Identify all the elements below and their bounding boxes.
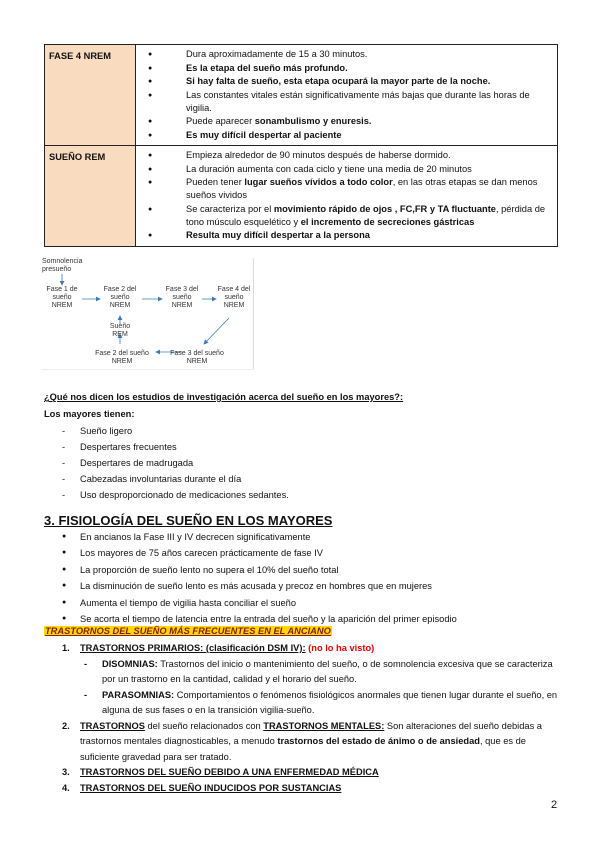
list-item: ● Aumenta el tiempo de vigilia hasta conciliar el sueño — [62, 595, 457, 611]
text-span: La duración aumenta con cada ciclo y tiene una media de 20 minutos — [186, 163, 472, 174]
label-fase3a: Fase 3 del sueño NREM — [165, 286, 199, 309]
text-span: Dura aproximadamente de 15 a 30 minutos. — [186, 49, 368, 59]
text-span: sonambulismo y enuresis. — [254, 116, 372, 126]
fase4-body — [136, 45, 558, 146]
studies-subtitle: Los mayores tienen: — [44, 409, 135, 419]
text-span: Es muy difícil despertar al paciente — [186, 129, 342, 140]
studies-list — [62, 423, 289, 503]
list-item — [144, 62, 551, 75]
text-span: Si hay falta de sueño, esta etapa ocupará la mayor parte de la noche. — [186, 76, 491, 86]
list-item — [62, 719, 562, 766]
text-span: Puede aparecer — [186, 116, 255, 126]
list-item — [144, 75, 551, 88]
disorders-list — [62, 641, 562, 796]
item-number: 1. — [62, 643, 70, 653]
dysomnia-text: Trastornos del inicio o mantenimiento del sueño, o de somnolencia excesiva que se caracteriza por un trastorno en la cantidad, calidad y el horario del sueño. — [102, 658, 553, 684]
text-span: Son alteraciones del sueño debidas a trastornos mentales diagnosticables, a menudo — [80, 720, 542, 746]
parasomnia-label: PARASOMNIAS: — [102, 689, 175, 700]
list-item — [62, 641, 562, 657]
text-span: lugar sueños vívidos a todo color — [244, 177, 393, 187]
rem-list — [144, 149, 551, 242]
list-item: - Cabezadas involuntarias durante el día — [62, 471, 289, 487]
list-item — [144, 48, 551, 61]
text-span: Empieza alrededor de 90 minutos después de haberse dormido. — [186, 150, 451, 160]
label-fase2b: Fase 2 del sueño NREM — [95, 350, 149, 365]
list-item — [144, 203, 551, 229]
list-item: ● En ancianos la Fase III y IV decrecen significativamente — [62, 529, 457, 545]
text-span: , pérdida de tono músculo esquelético y — [186, 203, 546, 227]
fase4-header: FASE 4 NREM — [45, 45, 136, 146]
text-span: TRASTORNOS MENTALES: — [263, 720, 385, 731]
item-number: 3. — [62, 767, 70, 777]
note-red: (no lo ha visto) — [308, 643, 375, 653]
list-item — [144, 229, 551, 242]
list-item — [144, 129, 551, 142]
text-span: Es la etapa del sueño más profundo. — [186, 62, 348, 73]
list-item: ● La disminución de sueño lento es más acusada y precoz en hombres que en mujeres — [62, 578, 457, 594]
label-fase1: Fase 1 de sueño NREM — [46, 286, 78, 309]
list-item: ● Los mayores de 75 años carecen prácticamente de fase IV — [62, 545, 457, 561]
text-span: del sueño relacionados con — [144, 720, 264, 731]
list-item — [144, 115, 551, 128]
dysomnia-label: DISOMNIAS: — [102, 658, 158, 669]
primary-disorders-title: TRASTORNOS PRIMARIOS: (clasificación DSM IV): — [80, 643, 306, 653]
table-row — [45, 146, 558, 247]
text-span: , que es de suficiente gravedad para ser tratado. — [80, 736, 526, 762]
list-item: - PARASOMNIAS: Comportamientos o fenómenos fisiológicos anormales que tienen lugar durante el sueño, en alguna de sus fases o en la transición vigilia-sueño. — [84, 689, 558, 715]
text-span: movimiento rápido de ojos , FC,FR y TA fluctuante — [273, 203, 496, 214]
list-item — [62, 781, 562, 797]
sleep-cycle-diagram — [42, 258, 254, 370]
list-item: - Despertares frecuentes — [62, 439, 289, 455]
list-item — [144, 149, 551, 162]
list-item — [144, 163, 551, 176]
label-fase4: Fase 4 del sueño NREM — [217, 286, 251, 309]
list-item: ● La proporción de sueño lento no supera el 10% del sueño total — [62, 562, 457, 578]
label-fase2a: Fase 2 del sueño NREM — [103, 286, 137, 309]
label-rem: Sueño REM — [109, 323, 131, 338]
text-span: Pueden tener — [186, 177, 245, 187]
list-item: - DISOMNIAS: Trastornos del inicio o mantenimiento del sueño, o de somnolencia excesiva que se caracteriza por un trastorno en la cantidad, calidad y el horario del sueño. — [84, 658, 553, 684]
disorders-title: TRASTORNOS DEL SUEÑO MÁS FRECUENTES EN EL ANCIANO — [45, 626, 331, 636]
fase4-list — [144, 48, 551, 142]
text-span: Se caracteriza por el — [186, 203, 274, 214]
list-item: - Sueño ligero — [62, 423, 289, 439]
list-item — [144, 89, 551, 115]
list-item — [62, 765, 562, 781]
section-title: 3. FISIOLOGÍA DEL SUEÑO EN LOS MAYORES — [44, 513, 333, 528]
text-span: Resulta muy difícil despertar a la persona — [186, 230, 370, 240]
text-span: el incremento de secreciones gástricas — [300, 216, 475, 227]
label-fase3b: Fase 3 del sueño NREM — [170, 350, 224, 365]
studies-question: ¿Qué nos dicen los estudios de investigación acerca del sueño en los mayores?: — [44, 392, 404, 402]
substance-disorder-title: TRASTORNOS DEL SUEÑO INDUCIDOS POR SUSTANCIAS — [80, 782, 342, 793]
text-span: trastornos del estado de ánimo o de ansiedad — [277, 736, 480, 746]
text-span: Las constantes vitales están significativamente más bajas que durante las horas de vigilia. — [186, 89, 530, 113]
list-item: - Uso desproporcionado de medicaciones sedantes. — [62, 487, 289, 503]
label-somnolencia: Somnolencia presueño — [42, 258, 83, 273]
arrow — [204, 318, 229, 344]
parasomnia-text: Comportamientos o fenómenos fisiológicos anormales que tienen lugar durante el sueño, en alguna de sus fases o en la transición vigilia-sueño. — [102, 689, 558, 715]
text-span: , en las otras etapas se dan menos sueños vividos — [186, 177, 538, 200]
sleep-stages-table — [44, 44, 558, 247]
physiology-list — [62, 529, 457, 627]
list-item: - Despertares de madrugada — [62, 455, 289, 471]
rem-body — [136, 146, 558, 247]
item-number: 4. — [62, 782, 70, 793]
page-number: 2 — [551, 799, 558, 811]
item-number: 2. — [62, 720, 70, 731]
medical-disorder-title: TRASTORNOS DEL SUEÑO DEBIDO A UNA ENFERMEDAD MÉDICA — [80, 767, 379, 777]
text-span: TRASTORNOS — [80, 720, 145, 731]
list-item: ● Se acorta el tiempo de latencia entre la entrada del sueño y la aparición del primer episodio — [62, 611, 457, 627]
rem-header: SUEÑO REM — [45, 146, 136, 247]
list-item — [144, 176, 551, 202]
table-row — [45, 45, 558, 146]
